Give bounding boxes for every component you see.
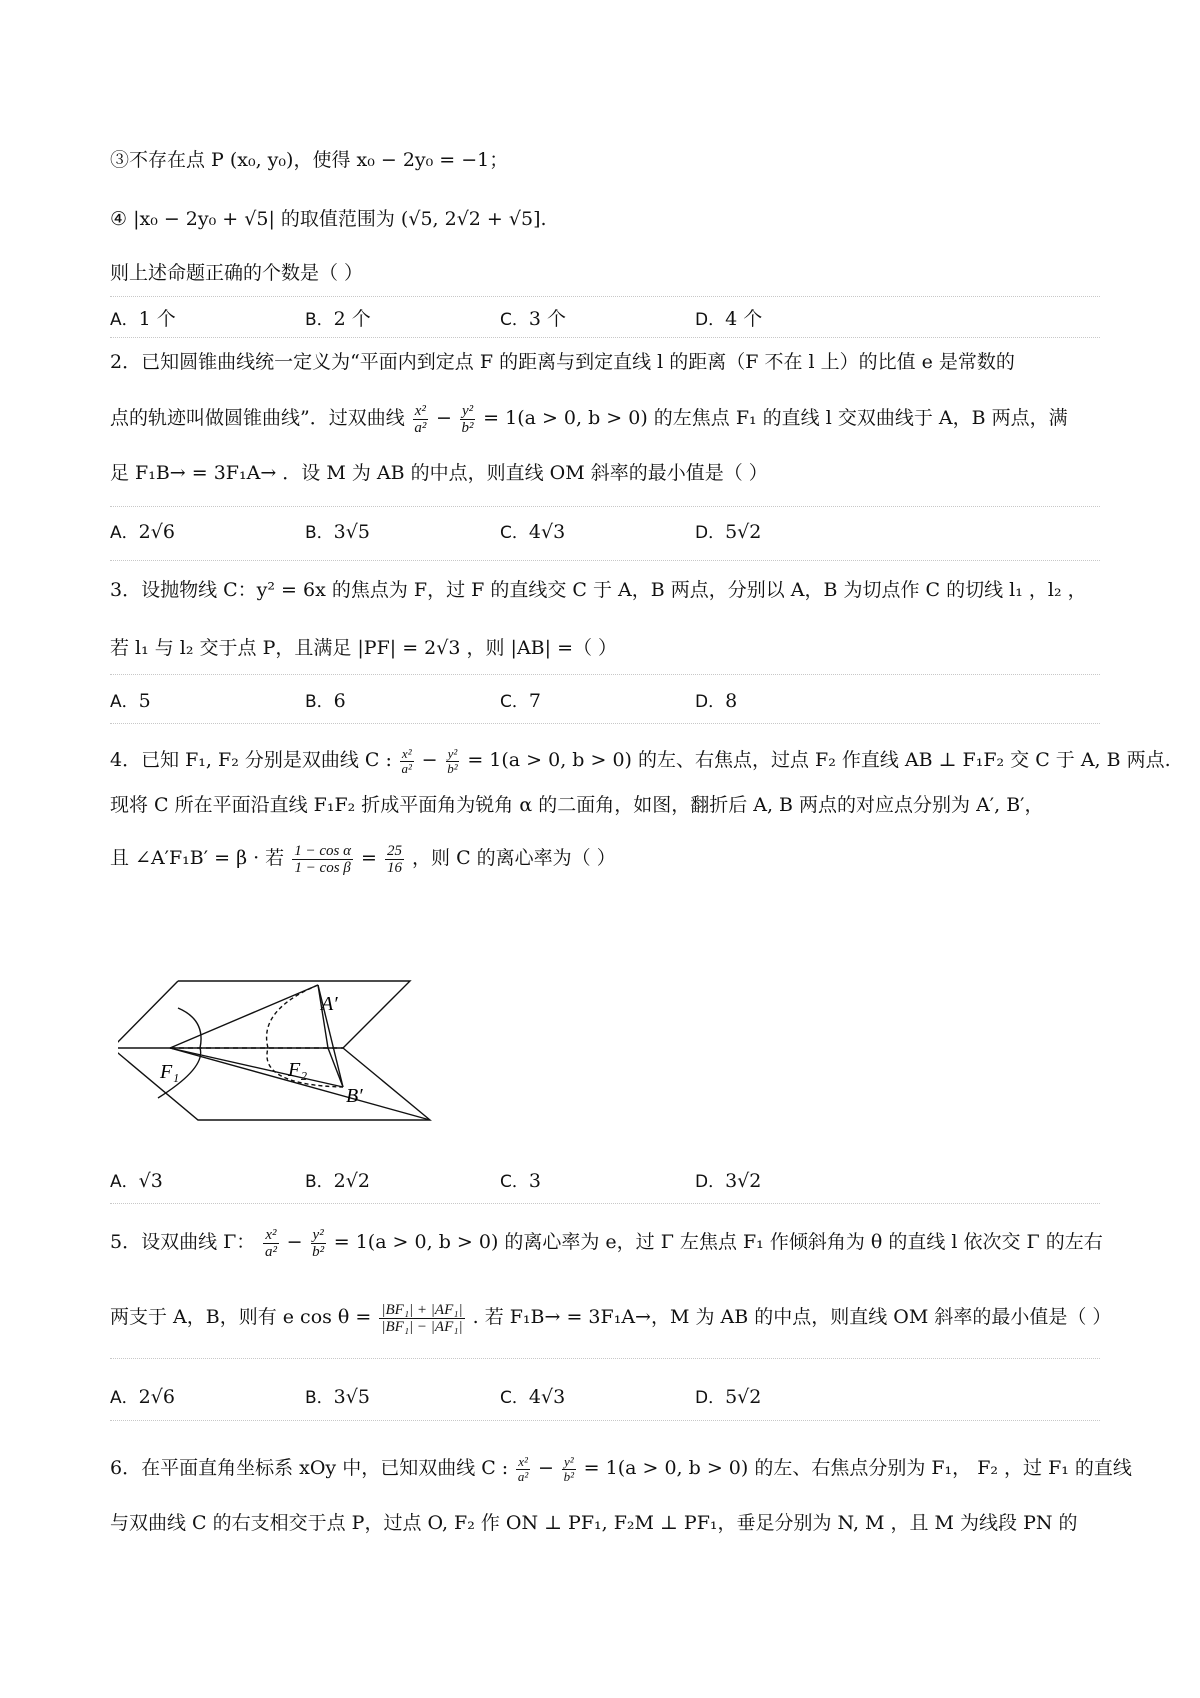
dihedral-figure bbox=[118, 980, 448, 1140]
fraction: $\frac{\text{|BF₁| + |AF₁|}}{\text{|BF₁| − |AF₁|}}$ bbox=[381, 1301, 463, 1335]
option-a[interactable]: A．√3 bbox=[110, 1170, 163, 1192]
fraction: $\frac{\text{y²}}{\text{b²}}$ bbox=[312, 1226, 325, 1260]
fraction: $\frac{\text{x²}}{\text{a²}}$ bbox=[401, 745, 412, 776]
question-6-line-2: 与双曲线 C 的右支相交于点 P，过点 O, F₂ 作 ON ⊥ PF₁, F₂M ⊥ PF₁，垂足分别为 N, M ，且 M 为线段 PN 的 bbox=[110, 1512, 1078, 1534]
question-2-options bbox=[110, 518, 1100, 548]
statement-3: ③不存在点 P (x₀, y₀)，使得 x₀ − 2y₀ = −1； bbox=[110, 149, 509, 171]
option-d[interactable]: D．3√2 bbox=[695, 1170, 762, 1192]
divider bbox=[110, 506, 1100, 507]
question-4-line-1: 4．已知 F₁, F₂ 分别是双曲线 C : $\frac{\text{x²}}{\text{a²}}$ − $\frac{\text{y²}}{\text{b²}}$ = 1(a > 0, b > 0) 的左、右焦点，过点 F₂ 作直线 AB ⊥ F₁F₂ 交 C 于 A, B 两点. bbox=[110, 745, 1171, 776]
question-1-stem: 则上述命题正确的个数是（ ） bbox=[110, 262, 364, 284]
option-d[interactable]: D．8 bbox=[695, 690, 738, 712]
option-a[interactable]: A．2√6 bbox=[110, 1386, 175, 1408]
question-6-line-1: 6．在平面直角坐标系 xOy 中，已知双曲线 C : $\frac{\text{x²}}{\text{a²}}$ − $\frac{\text{y²}}{\text{b²}}$ = 1(a > 0, b > 0) 的左、右焦点分别为 F₁， F₂ ，过 F₁ 的直线 bbox=[110, 1453, 1132, 1484]
label-f1: F₁ bbox=[160, 1061, 180, 1083]
divider bbox=[110, 1203, 1100, 1204]
fraction: $\frac{\text{x²}}{\text{a²}}$ bbox=[517, 1453, 529, 1484]
fraction: $\frac{\text{x²}}{\text{a²}}$ bbox=[264, 1226, 277, 1260]
fraction: $\frac{\text{y²}}{\text{b²}}$ bbox=[461, 402, 474, 436]
option-a[interactable]: A．1 个 bbox=[110, 308, 176, 330]
option-d[interactable]: D．5√2 bbox=[695, 1386, 762, 1408]
upper-plane-edge bbox=[178, 981, 410, 1048]
divider bbox=[110, 1358, 1100, 1359]
question-3-line-2: 若 l₁ 与 l₂ 交于点 P，且满足 |PF| = 2√3 ，则 |AB| =（ ） bbox=[110, 637, 618, 659]
option-c[interactable]: C．7 bbox=[500, 690, 541, 712]
fraction: $\frac{\text{y²}}{\text{b²}}$ bbox=[447, 745, 458, 776]
question-1-options bbox=[110, 304, 1100, 334]
divider bbox=[110, 337, 1100, 338]
statement-4: ④ |x₀ − 2y₀ + √5| 的取值范围为 (√5, 2√2 + √5]. bbox=[110, 208, 547, 230]
question-3-options bbox=[110, 687, 1100, 717]
option-b[interactable]: B．2 个 bbox=[305, 308, 371, 330]
question-2-line-2: 点的轨迹叫做圆锥曲线”．过双曲线 $\frac{\text{x²}}{\text{a²}}$ − $\frac{\text{y²}}{\text{b²}}$ = 1(a > 0, b > 0) 的左焦点 F₁ 的直线 l 交双曲线于 A，B 两点，满 bbox=[110, 402, 1068, 436]
fraction: $\frac{\text{1 − cos α}}{\text{1 − cos β}}$ bbox=[294, 842, 351, 876]
label-f2: F₂ bbox=[288, 1059, 308, 1081]
question-4-line-2: 现将 C 所在平面沿直线 F₁F₂ 折成平面角为锐角 α 的二面角，如图，翻折后 A, B 两点的对应点分别为 A′, B′， bbox=[110, 794, 1044, 816]
option-b[interactable]: B．3√5 bbox=[305, 1386, 370, 1408]
divider bbox=[110, 723, 1100, 724]
question-4-options bbox=[110, 1167, 1100, 1197]
option-b[interactable]: B．3√5 bbox=[305, 521, 370, 543]
divider bbox=[110, 674, 1100, 675]
question-5-options bbox=[110, 1383, 1100, 1413]
option-c[interactable]: C．4√3 bbox=[500, 521, 566, 543]
option-c[interactable]: C．3 bbox=[500, 1170, 541, 1192]
fraction: $\frac{25}{16}$ bbox=[387, 842, 402, 876]
option-c[interactable]: C．4√3 bbox=[500, 1386, 566, 1408]
question-2-line-1: 2．已知圆锥曲线统一定义为“平面内到定点 F 的距离与到定直线 l 的距离（F 不在 l 上）的比值 e 是常数的 bbox=[110, 351, 1015, 373]
option-b[interactable]: B．6 bbox=[305, 690, 346, 712]
label-a-prime: A′ bbox=[321, 993, 338, 1015]
question-5-line-1: 5．设双曲线 Γ： $\frac{\text{x²}}{\text{a²}}$ − $\frac{\text{y²}}{\text{b²}}$ = 1(a > 0, b > 0) 的离心率为 e，过 Γ 左焦点 F₁ 作倾斜角为 θ 的直线 l 依次交 Γ 的左右 bbox=[110, 1226, 1103, 1260]
option-a[interactable]: A．2√6 bbox=[110, 521, 175, 543]
question-4-line-3: 且 ∠A′F₁B′ = β · 若 $\frac{\text{1 − cos α}}{\text{1 − cos β}}$ = $\frac{25}{16}$ ，则 C 的离心率为（ ） bbox=[110, 842, 616, 876]
option-c[interactable]: C．3 个 bbox=[500, 308, 567, 330]
option-d[interactable]: D．4 个 bbox=[695, 308, 763, 330]
line-f1-b bbox=[170, 1048, 343, 1087]
divider bbox=[110, 296, 1100, 297]
option-d[interactable]: D．5√2 bbox=[695, 521, 762, 543]
question-3-line-1: 3．设抛物线 C：y² = 6x 的焦点为 F，过 F 的直线交 C 于 A，B 两点，分别以 A，B 为切点作 C 的切线 l₁ ，l₂ ， bbox=[110, 579, 1087, 601]
lower-plane-edge bbox=[118, 1048, 430, 1120]
upper-plane-edge bbox=[118, 981, 343, 1048]
option-a[interactable]: A．5 bbox=[110, 690, 151, 712]
divider bbox=[110, 1420, 1100, 1421]
question-2-line-3: 足 F₁B→ = 3F₁A→ ．设 M 为 AB 的中点，则直线 OM 斜率的最小值是（ ） bbox=[110, 462, 768, 484]
fraction: $\frac{\text{x²}}{\text{a²}}$ bbox=[414, 402, 427, 436]
fraction: $\frac{\text{y²}}{\text{b²}}$ bbox=[563, 1453, 574, 1484]
question-5-line-2: 两支于 A，B，则有 e cos θ = $\frac{\text{|BF₁| + |AF₁|}}{\text{|BF₁| − |AF₁|}}$ . 若 F₁B→ = 3F₁A→，M 为 AB 的中点，则直线 OM 斜率的最小值是（ ） bbox=[110, 1301, 1112, 1335]
option-b[interactable]: B．2√2 bbox=[305, 1170, 370, 1192]
label-b-prime: B′ bbox=[346, 1085, 363, 1107]
divider bbox=[110, 560, 1100, 561]
